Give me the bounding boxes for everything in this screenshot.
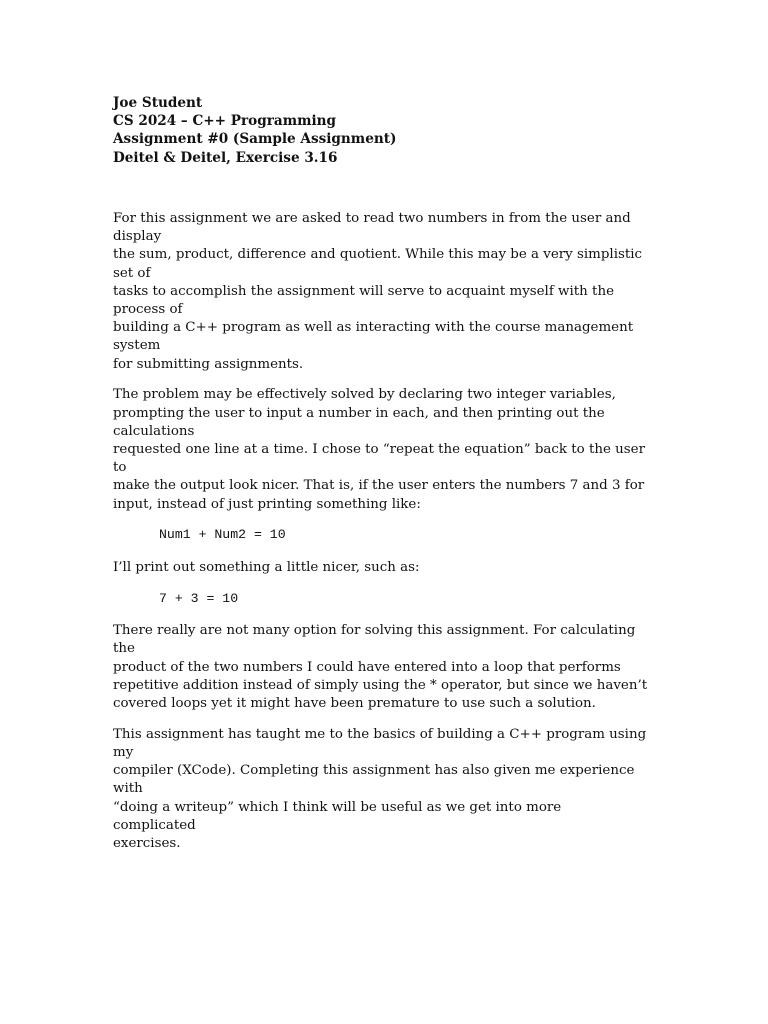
paragraph-nicer-output: I’ll print out something a little nicer, such as: — [113, 560, 420, 576]
document-header — [113, 94, 633, 167]
code-example-nicer: 7 + 3 = 10 — [159, 591, 239, 607]
course-title: CS 2024 – C++ Programming — [113, 113, 337, 130]
paragraph-conclusion: This assignment has taught me to the basics of building a C++ program using my compiler (XCode). Completing this assignment has also given me experience with “doing a writeup” which I think will be useful as we get into more complicated exercises. — [113, 726, 647, 852]
paragraph-solution: The problem may be effectively solved by declaring two integer variables, prompting the user to input a number in each, and then printing out the calculations requested one line at a time. I chose to “repeat the equation” back to the user to make the output look nicer. That is, if the user enters the numbers 7 and 3 for input, instead of just printing something like: — [113, 387, 645, 512]
paragraph-options: There really are not many option for solving this assignment. For calculating the product of the two numbers I could have entered into a loop that performs repetitive addition instead of simply using the * operator, but since we haven’t covered loops yet it might have been premature to use such a solution. — [113, 623, 648, 712]
author-name: Joe Student — [113, 95, 203, 111]
document-body — [113, 210, 648, 866]
code-example-plain: Num1 + Num2 = 10 — [159, 527, 286, 543]
exercise-reference: Deitel & Deitel, Exercise 3.16 — [113, 149, 338, 166]
assignment-title: Assignment #0 (Sample Assignment) — [113, 131, 397, 148]
paragraph-intro: For this assignment we are asked to read two numbers in from the user and display the sum, product, difference and quotient. While this may be a very simplistic set of tasks to accomplish the assignment will serve to acquaint myself with the process of building a C++ program as well as interacting with the course management system for submitting assignments. — [113, 211, 643, 372]
